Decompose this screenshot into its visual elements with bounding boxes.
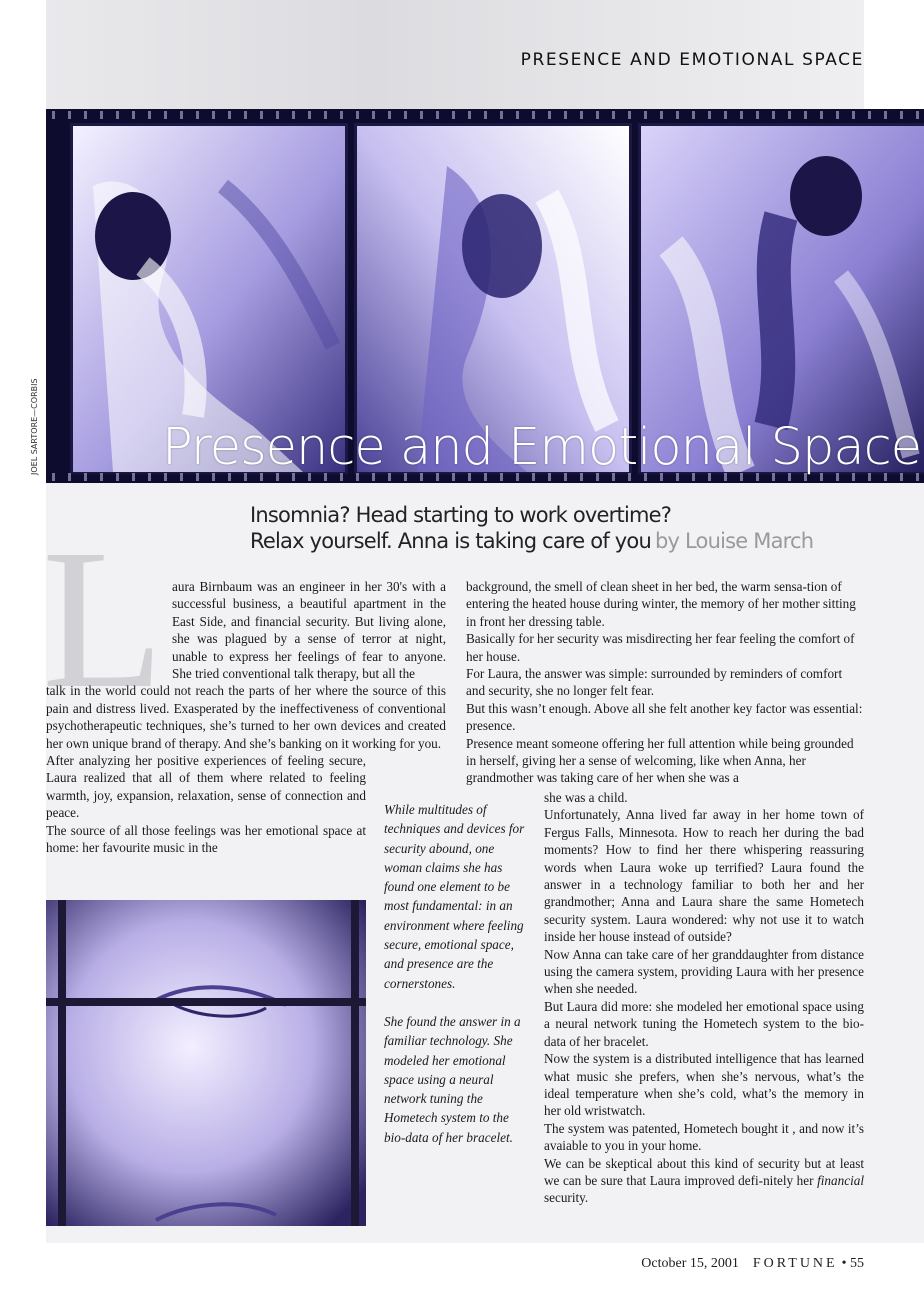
page-number: 55 [850, 1256, 864, 1271]
drop-cap: L [42, 509, 165, 730]
column-3-paragraph-5: Now the system is a distributed intelligence that has learned what music she prefers, when she’s nervous, what’s the ideal temperature when she’s cold, what’s the memory in her old wristwatch. [544, 1051, 864, 1119]
page-footer [641, 1256, 864, 1272]
column-3-paragraph-2: Unfortunately, Anna lived far away in her home town of Fergus Falls, Minnesota. How to reach her during the bad moments? How to find her there whispering reassuring words when Laura woke up terrified? Laura found the answer in a technology familiar to both her and her grandmother; Anna and Laura share the same Hometech security system. Laura wondered: why not use it to watch inside her house instead of outside? [544, 807, 864, 945]
column-3 [544, 789, 864, 1207]
column-1-continuation: talk in the world could not reach the parts of her where the source of this pain and distress lived. Exasperated by the ineffectiveness of conventional psychotherapeutic techniques, she’s turned to her own devices and created her own unique brand of therapy. And she’s banking on it working for you. [46, 683, 446, 751]
photo-credit: JOEL SARTORE—CORBIS [30, 378, 39, 475]
pull-quote [384, 800, 530, 1147]
column-2 [466, 578, 864, 787]
column-1-lead: aura Birnbaum was an engineer in her 30's with a successful business, a beautiful apartment in the East Side, and financial security. But living alone, she was plagued by a sense of terror at night, unable to express her feelings of fear to anyone. She tried conventional talk therapy, but all the [172, 579, 446, 682]
column-2-paragraph-1: background, the smell of clean sheet in her bed, the warm sensa-tion of entering the heated house during winter, the memory of her mother sitting in front her dressing table. [466, 579, 856, 629]
issue-date: October 15, 2001 [641, 1256, 739, 1271]
closing-text-b: security. [544, 1190, 589, 1206]
column-3-paragraph-6: The system was patented, Hometech bought it , and now it’s avaiable to you in your home. [544, 1120, 864, 1154]
deck-line-2-text: Relax yourself. Anna is taking care of you [250, 529, 651, 553]
deck-line-2 [250, 528, 813, 554]
section-label: PRESENCE AND EMOTIONAL SPACE [520, 50, 864, 70]
column-2-paragraph-2: Basically for her security was misdirecting her fear feeling the comfort of her house. [466, 631, 855, 664]
pull-quote-1: While multitudes of techniques and devices for security abound, one woman claims she has found one element to be most fundamental: in an environment where feeling secure, emotional space, and presence are the cornerstones. [384, 802, 525, 991]
byline: by Louise March [654, 529, 814, 553]
footer-bullet: • [841, 1256, 847, 1271]
closing-text-emphasis: financial [817, 1172, 864, 1188]
column-1-paragraph-2: After analyzing her positive experiences of feeling secure, Laura realized that all of them where related to feeling warmth, joy, expansion, relaxation, sense of connection and peace. [46, 753, 366, 821]
pull-quote-2: She found the answer in a familiar technology. She modeled her emotional space using a neural network tuning the Hometech system to the bio-data of her bracelet. [384, 1013, 521, 1145]
column-1-paragraph-3: The source of all those feelings was her emotional space at home: her favourite music in the [46, 822, 366, 856]
column-3-paragraph-7 [544, 1155, 864, 1207]
article-headline: Presence and Emotional Space [162, 418, 921, 477]
magazine-name: FORTUNE [752, 1256, 838, 1271]
article-deck [250, 502, 813, 554]
column-3-paragraph-3: Now Anna can take care of her granddaughter from distance using the camera system, providing Laura with her presence when she needed. [544, 946, 864, 997]
column-2-paragraph-3: For Laura, the answer was simple: surrounded by reminders of comfort and security, she no longer felt fear. [466, 666, 843, 699]
column-2-paragraph-5: Presence meant someone offering her full attention while being grounded in herself, giving her a sense of welcoming, like when Anna, her grandmother was taking care of her when she was a [466, 735, 854, 786]
column-2-paragraph-4: But this wasn’t enough. Above all she felt another key factor was essential: presence. [466, 700, 863, 734]
deck-line-1: Insomnia? Head starting to work overtime? [250, 503, 672, 527]
film-edge-top [46, 111, 924, 119]
sleeping-face-photo [46, 900, 366, 1226]
closing-text-a: We can be skeptical about this kind of security but at least we can be sure that Laura improved defi-nitely her [544, 1155, 864, 1188]
column-3-paragraph-4: But Laura did more: she modeled her emotional space using a neural network tuning the Hometech system to the bio-data of her bracelet. [544, 998, 864, 1049]
column-3-paragraph-1: she was a child. [544, 790, 628, 805]
